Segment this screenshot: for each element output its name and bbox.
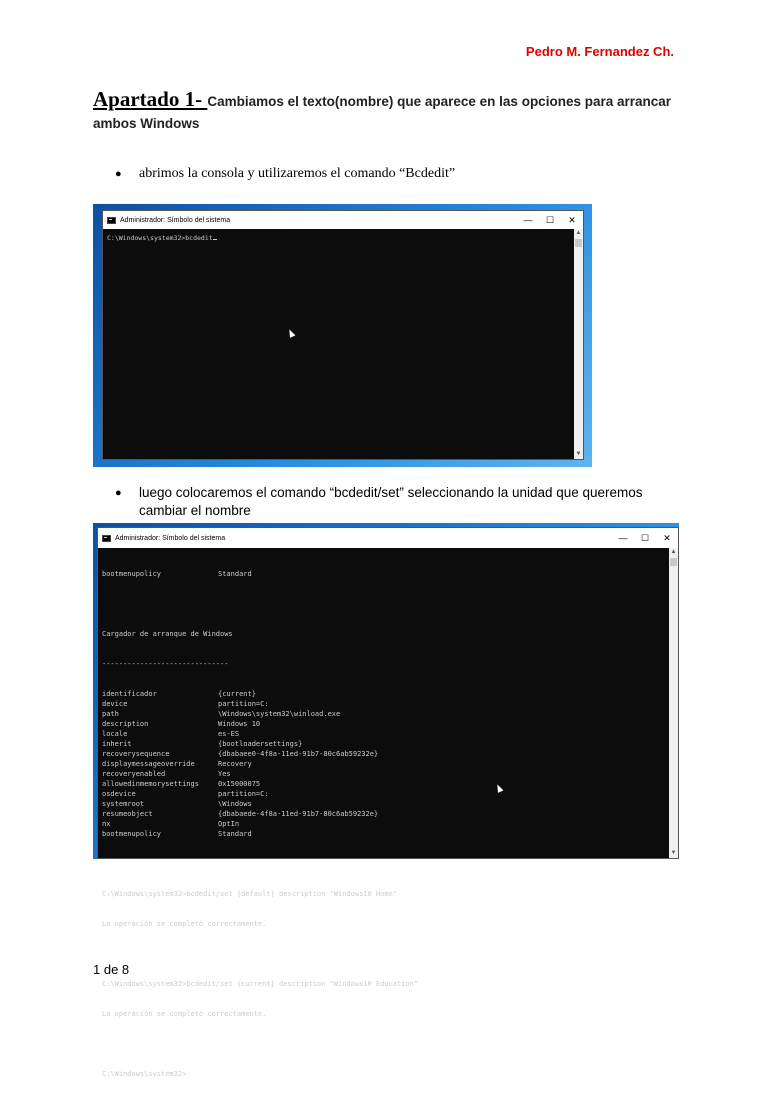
scroll-down-icon[interactable]: ▼ — [575, 451, 582, 457]
console-entry — [102, 769, 665, 779]
entry-key: recoveryenabled — [102, 770, 166, 778]
scroll-thumb[interactable] — [575, 239, 582, 247]
cmd-icon — [102, 535, 111, 542]
entry-value: {dbabaee0-4f8a-11ed-91b7-80c6ab59232e} — [218, 750, 379, 758]
console-prompt: C:\Windows\system32>bcdedit — [107, 234, 213, 242]
entry-key: nx — [102, 820, 111, 828]
window-title: Administrador: Símbolo del sistema — [120, 216, 231, 224]
console-output[interactable] — [103, 229, 574, 459]
entry-value: 0x15000075 — [218, 780, 261, 788]
entry-value: Yes — [218, 770, 231, 778]
bullet-dot-icon: ● — [115, 487, 122, 499]
bullet-text-2: luego colocaremos el comando “bcdedit/set” seleccionando la unidad que queremos cambiar el nombre — [139, 485, 643, 518]
heading-dash: - — [195, 87, 208, 111]
close-icon[interactable]: ✕ — [568, 214, 576, 225]
console-entry — [102, 809, 665, 819]
text-cursor — [213, 239, 217, 240]
entry-value: Standard — [218, 830, 252, 838]
entry-key: recoverysequence — [102, 750, 170, 758]
minimize-icon[interactable]: — — [523, 215, 533, 225]
scrollbar[interactable] — [574, 229, 583, 459]
bullet-item-2 — [115, 484, 685, 520]
maximize-icon[interactable]: ☐ — [545, 214, 555, 225]
console-entry — [102, 729, 665, 739]
entry-value: partition=C: — [218, 700, 269, 708]
entry-key: systemroot — [102, 800, 145, 808]
cmd-icon — [107, 217, 116, 224]
entry-key: allowedinmemorysettings — [102, 780, 199, 788]
screenshot-console-1 — [93, 204, 592, 467]
scroll-up-icon[interactable]: ▲ — [670, 549, 677, 555]
heading-title: Apartado 1 — [93, 87, 196, 111]
console-entry — [102, 709, 665, 719]
section-rule: ------------------------------ — [102, 660, 229, 668]
heading-subtitle: Cambiamos el texto(nombre) que aparece en las opciones para arrancar ambos Windows — [93, 94, 672, 131]
window-titlebar — [103, 211, 583, 229]
console-final-prompt: C:\Windows\system32> — [102, 1070, 187, 1078]
entry-key: osdevice — [102, 790, 136, 798]
entry-value: Recovery — [218, 760, 252, 768]
console-result-2: La operación se completó correctamente. — [102, 1010, 267, 1018]
console-entry: bootmenupolicy Standard — [102, 570, 252, 578]
author-name: Pedro M. Fernandez Ch. — [525, 44, 674, 59]
console-entry — [102, 699, 665, 709]
console-entry — [102, 739, 665, 749]
maximize-icon[interactable]: ☐ — [640, 532, 650, 543]
console-command-2: C:\Windows\system32>bcdedit/set {current} description "Windows10 Education" — [102, 980, 419, 988]
entry-value: \Windows\system32\winload.exe — [218, 710, 341, 718]
console-entry — [102, 799, 665, 809]
entry-key: resumeobject — [102, 810, 153, 818]
console-entries — [102, 689, 665, 839]
entry-key: bootmenupolicy — [102, 830, 162, 838]
entry-key: inherit — [102, 740, 132, 748]
console-result-1: La operación se completó correctamente. — [102, 920, 267, 928]
entry-value: partition=C: — [218, 790, 269, 798]
entry-value: {bootloadersettings} — [218, 740, 303, 748]
window-title: Administrador: Símbolo del sistema — [115, 534, 226, 542]
section-title: Cargador de arranque de Windows — [102, 630, 233, 638]
window-titlebar — [98, 528, 678, 548]
entry-value: {dbabaede-4f8a-11ed-91b7-80c6ab59232e} — [218, 810, 379, 818]
bullet-dot-icon: ● — [115, 168, 122, 180]
entry-value: OptIn — [218, 820, 240, 828]
close-icon[interactable]: ✕ — [663, 532, 671, 543]
entry-key: locale — [102, 730, 128, 738]
page-number: 1 de 8 — [93, 962, 130, 977]
scrollbar[interactable] — [669, 548, 678, 858]
console-entry — [102, 789, 665, 799]
scroll-down-icon[interactable]: ▼ — [670, 850, 677, 856]
entry-key: displaymessageoverride — [102, 760, 195, 768]
console-entry — [102, 779, 665, 789]
console-entry — [102, 749, 665, 759]
console-entry — [102, 759, 665, 769]
entry-key: path — [102, 710, 119, 718]
entry-key: identificador — [102, 690, 157, 698]
entry-value: es-ES — [218, 730, 240, 738]
scroll-up-icon[interactable]: ▲ — [575, 230, 582, 236]
console-command-1: C:\Windows\system32>bcdedit/set {default} description "Windows10 Home" — [102, 890, 398, 898]
minimize-icon[interactable]: — — [618, 533, 628, 543]
scroll-thumb[interactable] — [670, 558, 677, 566]
bullet-item-1 — [115, 165, 455, 183]
section-heading — [93, 88, 683, 135]
entry-key: description — [102, 720, 149, 728]
bullet-text-1: abrimos la consola y utilizaremos el comando “Bcdedit” — [139, 166, 456, 181]
console-entry — [102, 689, 665, 699]
entry-value: {current} — [218, 690, 256, 698]
console-entry — [102, 819, 665, 829]
cmd-window — [102, 210, 584, 460]
entry-value: Windows 10 — [218, 720, 261, 728]
console-entry — [102, 829, 665, 839]
entry-key: device — [102, 700, 128, 708]
entry-value: \Windows — [218, 800, 252, 808]
console-entry — [102, 719, 665, 729]
